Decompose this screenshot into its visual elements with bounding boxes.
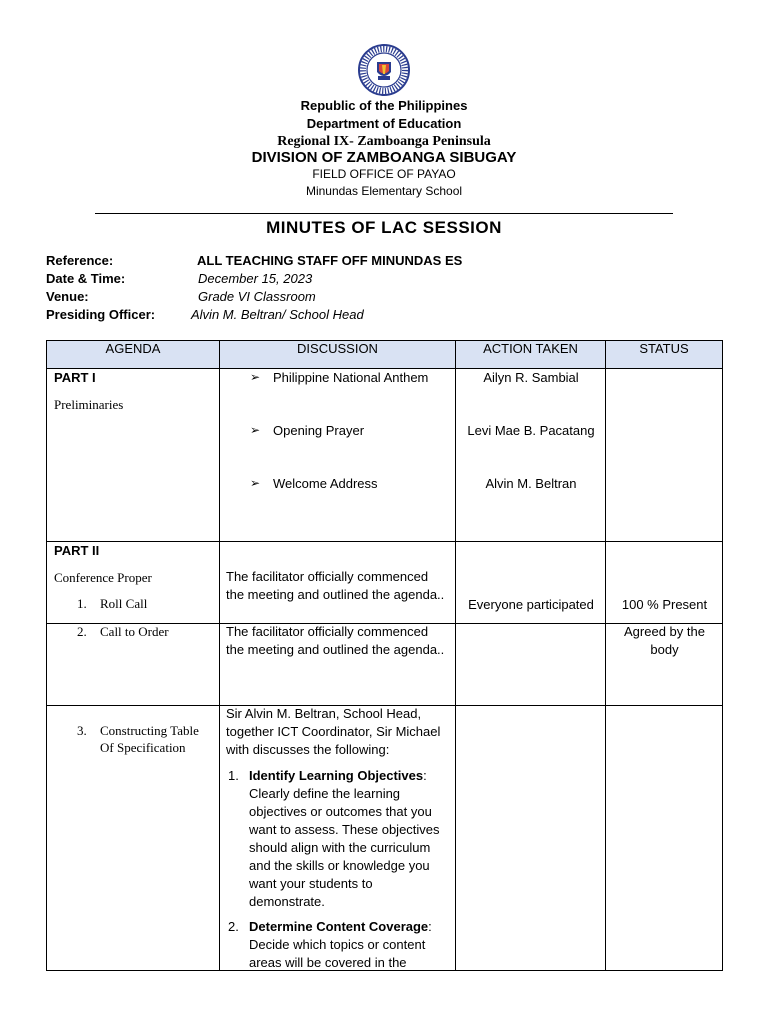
table-row [47, 369, 723, 542]
arrow-bullet-icon: ➢ [250, 423, 261, 437]
agenda-cell [47, 542, 220, 624]
action-item: Ailyn R. Sambial [483, 370, 579, 385]
meta-datetime [46, 271, 726, 289]
status-value: Agreed by the [624, 624, 705, 639]
step-number: 1. [228, 768, 239, 783]
status-cell [606, 624, 723, 706]
discussion-item: Philippine National Anthem [273, 370, 429, 385]
document-title: MINUTES OF LAC SESSION [266, 218, 502, 237]
meta-venue-value: Grade VI Classroom [198, 289, 316, 304]
arrow-bullet-icon: ➢ [250, 370, 261, 384]
agenda-cell [47, 624, 220, 706]
discussion-line: the meeting and outlined the agenda.. [226, 642, 445, 657]
action-item: Levi Mae B. Pacatang [467, 423, 595, 438]
discussion-line: together ICT Coordinator, Sir Michael [226, 724, 441, 739]
discussion-line: The facilitator officially commenced [226, 624, 429, 639]
step-title-line: Identify Learning Objectives: [249, 768, 427, 783]
meta-venue-label: Venue: [46, 289, 89, 304]
discussion-line: the meeting and outlined the agenda.. [226, 587, 445, 602]
discussion-cell [220, 706, 456, 971]
table-row [47, 542, 723, 624]
status-cell [606, 369, 723, 542]
arrow-bullet-icon: ➢ [250, 476, 261, 490]
step-line: Clearly define the learning [249, 786, 401, 801]
col-header-agenda: AGENDA [47, 341, 220, 369]
meta-datetime-value: December 15, 2023 [198, 271, 313, 286]
discussion-item: Opening Prayer [273, 423, 365, 438]
header-department: Department of Education [306, 116, 462, 131]
discussion-cell [220, 624, 456, 706]
header-republic: Republic of the Philippines [300, 98, 468, 113]
action-cell [456, 706, 606, 971]
step-line: objectives or outcomes that you [249, 804, 432, 819]
action-item: Everyone participated [468, 597, 594, 612]
agenda-label: Of Specification [100, 740, 186, 755]
step-title-line: Determine Content Coverage: [249, 919, 432, 934]
step-line: and the skills or knowledge you [249, 858, 430, 873]
step-line: want to assess. These objectives [249, 822, 440, 837]
action-cell [456, 542, 606, 624]
discussion-cell [220, 542, 456, 624]
minutes-table [46, 340, 723, 971]
meta-venue [46, 289, 726, 307]
agenda-label: Constructing Table [100, 723, 199, 738]
col-header-status: STATUS [606, 341, 723, 369]
agenda-number: 1. [77, 596, 87, 611]
meta-datetime-label: Date & Time: [46, 271, 126, 286]
step-line: demonstrate. [249, 894, 325, 909]
table-row [47, 624, 723, 706]
agenda-label: Roll Call [100, 596, 148, 611]
agenda-cell [47, 706, 220, 971]
step-line: Decide which topics or content [249, 937, 426, 952]
col-header-discussion: DISCUSSION [220, 341, 456, 369]
status-value: 100 % Present [621, 597, 708, 612]
status-value: body [650, 642, 679, 657]
header-school: Minundas Elementary School [305, 184, 463, 198]
discussion-line: Sir Alvin M. Beltran, School Head, [226, 706, 422, 721]
table-row [47, 706, 723, 971]
action-cell [456, 624, 606, 706]
discussion-line: The facilitator officially commenced [226, 569, 429, 584]
col-header-action-taken: ACTION TAKEN [456, 341, 606, 369]
action-cell [456, 369, 606, 542]
meta-officer-label: Presiding Officer: [46, 307, 156, 322]
status-cell [606, 542, 723, 624]
part-heading: PART II [54, 543, 100, 558]
step-title: Determine Content Coverage [249, 919, 429, 934]
table-header-row [47, 341, 723, 369]
meta-reference-label: Reference: [46, 253, 114, 268]
discussion-cell [220, 369, 456, 542]
agenda-number: 3. [77, 723, 87, 738]
step-line: want your students to [249, 876, 373, 891]
step-line: areas will be covered in the [249, 955, 407, 970]
part-heading: PART I [54, 370, 96, 385]
step-line: should align with the curriculum [249, 840, 431, 855]
agenda-cell [47, 369, 220, 542]
action-item: Alvin M. Beltran [485, 476, 577, 491]
status-cell [606, 706, 723, 971]
meta-officer-value: Alvin M. Beltran/ School Head [191, 307, 364, 322]
header-division: DIVISION OF ZAMBOANGA SIBUGAY [251, 149, 517, 166]
part-subheading: Preliminaries [54, 397, 124, 412]
agenda-label: Call to Order [100, 624, 169, 639]
header-divider [95, 213, 673, 214]
discussion-item: Welcome Address [273, 476, 378, 491]
header-field-office: FIELD OFFICE OF PAYAO [312, 167, 456, 181]
part-subheading: Conference Proper [54, 570, 152, 585]
meta-reference-value: ALL TEACHING STAFF OFF MINUNDAS ES [197, 253, 463, 268]
meta-reference [46, 253, 726, 271]
step-title: Identify Learning Objectives [249, 768, 424, 783]
header-region: Regional IX- Zamboanga Peninsula [277, 134, 491, 149]
meta-presiding-officer [46, 307, 726, 325]
discussion-line: with discusses the following: [226, 742, 390, 757]
step-number: 2. [228, 919, 239, 934]
deped-seal-logo [349, 44, 419, 96]
agenda-number: 2. [77, 624, 87, 639]
